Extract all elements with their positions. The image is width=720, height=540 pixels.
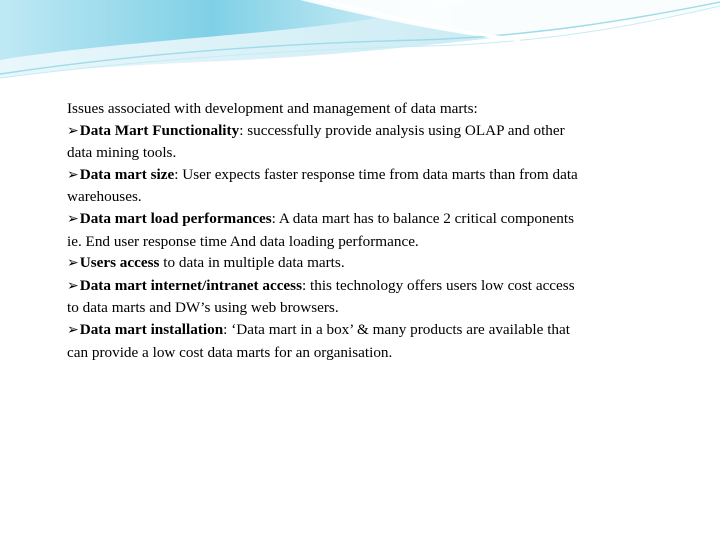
- arrow-bullet-icon: ➢: [67, 321, 79, 338]
- bullet-item: [67, 319, 587, 363]
- arrow-bullet-icon: ➢: [67, 210, 79, 227]
- bullet-term: Data mart load performances: [79, 209, 272, 227]
- bullet-text: : A data mart has to balance 2 critical components ie. End user response time And data loading performance.: [67, 209, 575, 250]
- bullet-term: Data mart installation: [79, 320, 224, 338]
- bullet-text: : successfully provide analysis using OLAP and other data mining tools.: [67, 121, 565, 162]
- bullet-text: : User expects faster response time from data marts than from data warehouses.: [67, 165, 578, 206]
- decorative-wave-banner: [0, 0, 720, 110]
- arrow-bullet-icon: ➢: [67, 122, 79, 139]
- bullet-term: Data mart size: [79, 165, 175, 183]
- arrow-bullet-icon: ➢: [67, 166, 79, 183]
- bullet-term: Data mart internet/intranet access: [79, 276, 302, 294]
- intro-text: Issues associated with development and management of data marts:: [67, 100, 478, 117]
- bullet-item: [67, 252, 587, 275]
- bullet-item: [67, 275, 587, 319]
- bullet-text: : ‘Data mart in a box’ & many products are available that can provide a low cost data marts for an organisation.: [67, 320, 570, 361]
- arrow-bullet-icon: ➢: [67, 277, 79, 294]
- bullet-term: Users access: [79, 254, 160, 272]
- bullet-text: : this technology offers users low cost access to data marts and DW’s using web browsers.: [67, 276, 575, 317]
- slide-body: [67, 98, 587, 363]
- bullet-item: [67, 208, 587, 252]
- bullet-text: to data in multiple data marts.: [159, 254, 345, 272]
- bullet-term: Data Mart Functionality: [79, 121, 240, 139]
- bullet-item: [67, 164, 587, 208]
- arrow-bullet-icon: ➢: [67, 255, 79, 272]
- bullet-item: [67, 120, 587, 164]
